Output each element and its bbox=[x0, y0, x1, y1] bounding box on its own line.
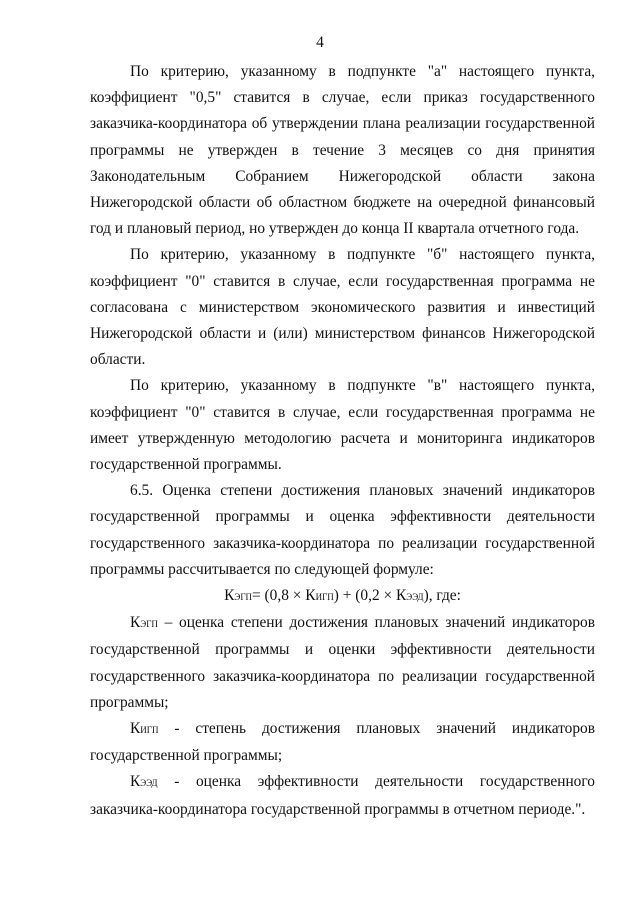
document-body bbox=[90, 59, 595, 823]
definition-sub: ИГП bbox=[140, 725, 159, 736]
formula-sub-igp: ИГП bbox=[315, 592, 334, 603]
definition-k-igp bbox=[90, 716, 595, 769]
formula bbox=[90, 583, 595, 610]
paragraph-criterion-b: По критерию, указанному в подпункте "б" настоящего пункта, коэффициент "0" ставится в случае, если государственная программа не согласована с министерством экономического развития и инвестиций Нижегородской области и (или) министерством финансов Нижегородской области. bbox=[90, 246, 595, 369]
paragraph-criterion-a: По критерию, указанному в подпункте "а" настоящего пункта, коэффициент "0,5" ставится в случае, если приказ государственного заказчика-координатора об утверждении плана реализации государственной программы не утвержден в течение 3 месяцев со дня принятия Законодательным Собранием Нижегородской области закона Нижегородской области об областном бюджете на очередной финансовый год и плановый период, но утвержден до конца II квартала отчетного года. bbox=[90, 63, 595, 238]
definition-text: - степень достижения плановых значений индикаторов государственной программы; bbox=[90, 720, 595, 765]
definition-text: - оценка эффективности деятельности государственного заказчика-координатора государственной программы в отчетном периоде.". bbox=[90, 773, 595, 818]
definition-sub: ЭГП bbox=[140, 619, 158, 630]
formula-part-1: = (0,8 × К bbox=[252, 587, 316, 605]
page-number: 4 bbox=[316, 34, 324, 51]
definition-symbol: К bbox=[130, 614, 141, 632]
definition-k-eed bbox=[90, 769, 595, 822]
formula-sub-eed: ЭЭД bbox=[406, 592, 424, 603]
definition-sub: ЭЭД bbox=[140, 778, 158, 789]
definition-text: – оценка степени достижения плановых значений индикаторов государственной программы и оценки эффективности деятельности государственного заказчика-координатора по реализации государственной программы; bbox=[90, 614, 595, 711]
paragraph-criterion-v: По критерию, указанному в подпункте "в" настоящего пункта, коэффициент "0" ставится в случае, если государственная программа не имеет утвержденную методологию расчета и мониторинга индикаторов государственной программы. bbox=[90, 377, 595, 474]
formula-part-3: ), где: bbox=[423, 587, 461, 605]
definition-symbol: К bbox=[130, 720, 141, 738]
formula-part-2: ) + (0,2 × К bbox=[333, 587, 407, 605]
definition-symbol: К bbox=[130, 773, 141, 791]
paragraph-6-5: 6.5. Оценка степени достижения плановых значений индикаторов государственной программы и оценка эффективности деятельности государственного заказчика-координатора по реализации государственной программы рассчитывается по следующей формуле: bbox=[90, 482, 595, 578]
formula-symbol-k-egp: К bbox=[224, 587, 235, 605]
definition-k-egp bbox=[90, 610, 595, 716]
formula-sub-egp: ЭГП bbox=[234, 592, 253, 603]
